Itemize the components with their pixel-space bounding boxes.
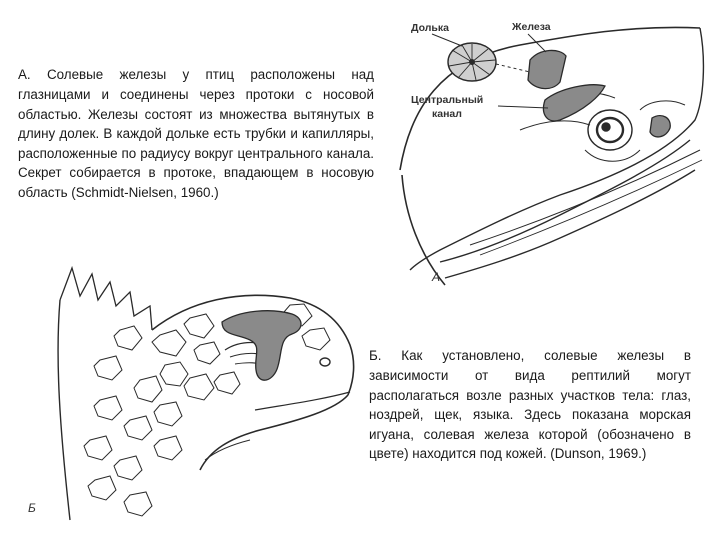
label-gland: Железа [512,21,551,33]
label-lobule: Долька [411,22,449,34]
iguana-head-illustration [58,268,354,520]
figure-b-letter: Б [28,501,36,515]
caption-bird-salt-glands: А. Солевые железы у птиц расположены над глазницами и соединены через протоки с носовой областью. Железы состоят из множества вытянутых в длину долек. В каждой дольке есть трубки и капилляры, расположенные по радиусу вокруг центрального канала. Секрет собирается в протоке, впадающем в носовую область (Schmidt-Nielsen, 1960.) [18,67,374,200]
figure-a-letter: А [432,270,441,284]
label-central-canal-2: канал [432,108,462,120]
connector-line [496,64,530,72]
iguana-scales [84,304,330,516]
gland-lobule-cross-section [448,43,496,81]
label-central-canal-1: Центральный [411,94,484,106]
caption-iguana-salt-gland: Б. Как установлено, солевые железы в зависимости от вида рептилий могут располагаться возле разных участков тела: глаз, ноздрей, щек, языка. Здесь показана морская игуана, солевая железа которой (обозначено в цвете) находится под кожей. (Dunson, 1969.) [369,348,691,462]
